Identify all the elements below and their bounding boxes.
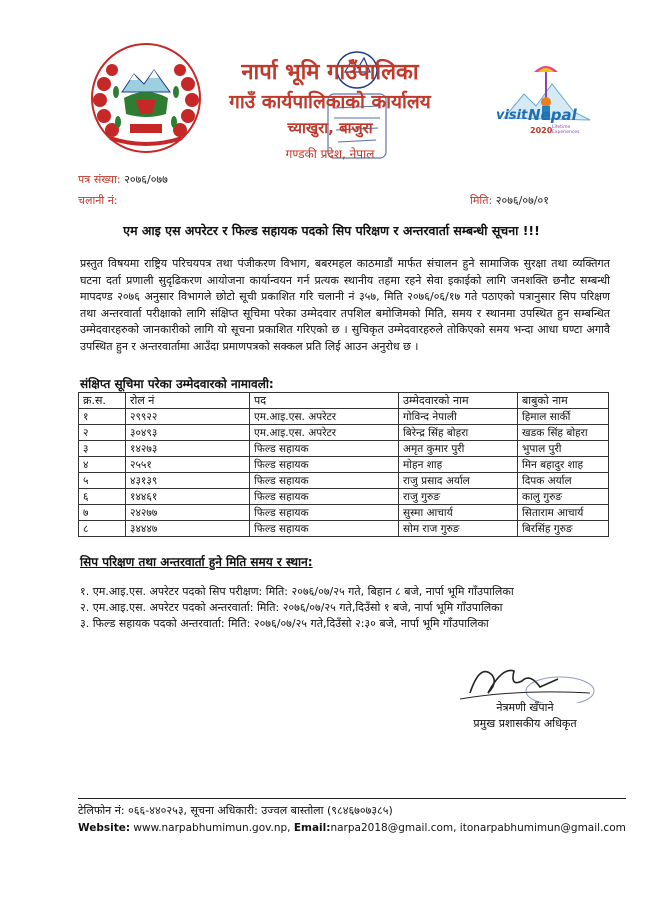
column-header-serial: क्र.स. [79,393,126,409]
cell-candidate: राजु प्रसाद अर्याल [399,473,518,489]
footer-contact: टेलिफोन नं: ०६६-४४०२५३, सूचना अधिकारी: उज्वल बास्तोला (९८४६७०७३८५) [78,804,393,817]
footer-divider [78,798,626,799]
cell-candidate: सुस्मा आचार्य [399,505,518,521]
cell-father: बिरसिंह गुरुङ [518,521,609,537]
signatory-title: प्रमुख प्रशासकीय अधिकृत [473,717,577,730]
footer-web [78,822,626,834]
cell-post: एम.आइ.एस. अपरेटर [250,409,399,425]
cell-father: खडक सिंह बोहरा [518,425,609,441]
cell-roll: २९९२२ [126,409,250,425]
cell-roll: १४२७३ [126,441,250,457]
table-row [79,441,609,457]
signatory-name: नेत्रमणी खँपाने [496,701,554,714]
email-link[interactable]: narpa2018@gmail.com, itonarpabhumimun@gmail.com [330,822,626,834]
cell-post: फिल्ड सहायक [250,441,399,457]
schedule-item: ३. फिल्ड सहायक पदको अन्तरवार्ता: मिति: २०७६/०७/२५ गते,दिउँसो २:३० बजे, नार्पा भूमि गाँउपालिका [80,617,489,630]
table-row [79,425,609,441]
table-row [79,505,609,521]
table-row [79,489,609,505]
visit-year: 2020 [530,126,553,135]
visit-tagline: Lifetime Experiences [552,125,580,135]
column-header-candidate: उम्मेदवारको नाम [399,393,518,409]
notice-date [470,193,549,208]
cell-father: भुपाल पुरी [518,441,609,457]
office-subtitle: गाउँ कार्यपालिकाको कार्यालय [229,91,431,113]
letter-number-label: पत्र संख्या: [78,173,121,186]
cell-candidate: बिरेन्द्र सिंह बोहरा [399,425,518,441]
website-label: Website: [78,822,131,834]
cell-candidate: सोम राज गुरुङ [399,521,518,537]
schedule-item: १. एम.आइ.एस. अपरेटर पदको सिप परीक्षण: मिति: २०७६/०७/२५ गते, बिहान ८ बजे, नार्पा भूमि गाँउपालिका [80,585,514,598]
table-row [79,473,609,489]
date-value: २०७६/०७/०१ [495,194,549,207]
table-row [79,521,609,537]
notice-body: प्रस्तुत विषयमा राष्ट्रिय परिचयपत्र तथा पंजीकरण विभाग, बबरमहल काठमाडौं मार्फत संचालन हुने सामाजिक सुरक्षा तथा व्यक्तिगत घटना दर्ता प्रणाली सुदृढिकरण आयोजना कार्यान्वयन गर्न प्रत्यक स्थानीय तहमा रहने सेवा इकाईको लागि जनशक्ति छनौट सम्बन्धी मापदण्ड २०७६ अनुसार विभागले छोटो सूची प्रकाशित गरि चलानी नं ३५७, मिति २०७६/०६/१७ गते पठाएको पत्रानुसार सिप परिक्षण तथा अन्तरवार्ता परीक्षाको लागि संक्षिप्त सूचिमा परेका उम्मेदवार तपशिल बमोजिमको मिति, समय र स्थानमा उपस्थित हुन सम्बन्धित उम्मेदवारहरुको जानकारीको लागि यो सूचना प्रकाशित गरिएको छ । सुचिकृत उम्मेदवारहरुले तोकिएको समय भन्दा आधा घण्टा अगावै उपस्थित हुन र अन्तरवार्तामा आउँदा प्रमाणपत्रको सक्कल प्रति लिई आउन अनुरोध छ । [80,257,610,353]
column-header-roll: रोल नं [126,393,250,409]
email-label: Email: [293,822,331,834]
cell-roll: ३४४४७ [126,521,250,537]
office-province: गण्डकी प्रदेश, नेपाल [285,147,375,161]
cell-serial: ६ [79,489,126,505]
table-row [79,409,609,425]
cell-roll: ४३१३९ [126,473,250,489]
schedule-item: २. एम.आइ.एस. अपरेटर पदको अन्तरवार्ता: मिति: २०७६/०७/२५ गते,दिउँसो १ बजे, नार्पा भूमि गाँउपालिका [80,601,503,614]
visit-nepal-logo [494,58,596,140]
cell-serial: ५ [79,473,126,489]
cell-father: कालु गुरुङ [518,489,609,505]
cell-father: दिपक अर्याल [518,473,609,489]
letter-number [78,172,168,187]
cell-father: हिमाल सार्की [518,409,609,425]
office-name: नार्पा भूमि गाउँपालिका [241,60,419,85]
cell-serial: ३ [79,441,126,457]
cell-candidate: राजु गुरुङ [399,489,518,505]
cell-post: फिल्ड सहायक [250,473,399,489]
column-header-post: पद [250,393,399,409]
cell-serial: ४ [79,457,126,473]
column-header-father: बाबुको नाम [518,393,609,409]
office-place: च्याखुरा, बाजुरा [287,119,373,137]
cell-candidate: गोविन्द नेपाली [399,409,518,425]
cell-serial: २ [79,425,126,441]
dispatch-number-label: चलानी नं: [78,194,118,207]
visit-word: visit [496,108,528,123]
website-link[interactable]: www.narpabhumimun.gov.np, [133,822,291,834]
schedule-heading: सिप परिक्षण तथा अन्तरवार्ता हुने मिति समय र स्थान: [80,555,313,569]
cell-serial: १ [79,409,126,425]
cell-serial: ७ [79,505,126,521]
notice-title: एम आइ एस अपरेटर र फिल्ड सहायक पदको सिप परिक्षण र अन्तरवार्ता सम्बन्धी सूचना !!! [123,223,540,238]
cell-roll: १४४६१ [126,489,250,505]
shortlist-heading: संक्षिप्त सूचिमा परेका उम्मेदवारको नामावली: [80,377,274,391]
table-row [79,457,609,473]
cell-post: फिल्ड सहायक [250,505,399,521]
cell-roll: २४२७७ [126,505,250,521]
cell-serial: ८ [79,521,126,537]
cell-candidate: अमृत कुमार पुरी [399,441,518,457]
date-label: मिति: [470,194,493,207]
dispatch-number [78,193,118,208]
cell-post: एम.आइ.एस. अपरेटर [250,425,399,441]
cell-father: मिन बहादुर शाह [518,457,609,473]
cell-post: फिल्ड सहायक [250,489,399,505]
cell-roll: २५५१ [126,457,250,473]
cell-post: फिल्ड सहायक [250,457,399,473]
letter-number-value: २०७६/०७७ [124,173,168,186]
table-header-row [79,393,609,409]
signature-icon [440,653,600,703]
cell-post: फिल्ड सहायक [250,521,399,537]
cell-father: सिताराम आचार्य [518,505,609,521]
cell-roll: ३०४९३ [126,425,250,441]
candidates-table [78,392,609,537]
nepal-word: Nepal [528,106,577,124]
cell-candidate: मोहन शाह [399,457,518,473]
